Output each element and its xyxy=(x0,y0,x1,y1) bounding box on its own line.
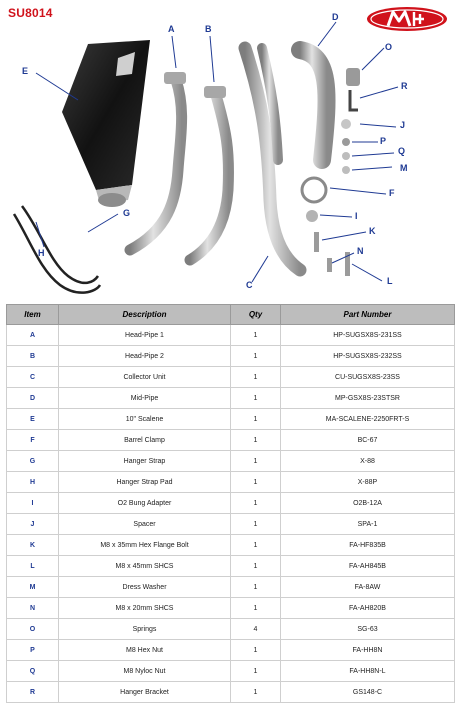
item-qty: 1 xyxy=(231,682,281,703)
item-letter: J xyxy=(7,514,59,535)
item-part-number: X-88 xyxy=(281,451,455,472)
item-description: Hanger Strap xyxy=(59,451,231,472)
item-letter: O xyxy=(7,619,59,640)
item-part-number: BC-67 xyxy=(281,430,455,451)
head-pipes xyxy=(130,80,229,260)
item-description: Spacer xyxy=(59,514,231,535)
item-part-number: X-88P xyxy=(281,472,455,493)
table-row xyxy=(7,535,455,556)
item-description: Head-Pipe 1 xyxy=(59,325,231,346)
callout-j: J xyxy=(400,120,406,130)
item-part-number: HP-SUGSX8S-232SS xyxy=(281,346,455,367)
item-qty: 1 xyxy=(231,367,281,388)
callout-q: Q xyxy=(398,146,406,156)
callout-a: A xyxy=(168,24,175,34)
table-row xyxy=(7,346,455,367)
callout-c: C xyxy=(246,280,253,290)
item-part-number: FA-HH8N-L xyxy=(281,661,455,682)
item-description: Hanger Strap Pad xyxy=(59,472,231,493)
item-description: Springs xyxy=(59,619,231,640)
item-letter: G xyxy=(7,451,59,472)
callout-b: B xyxy=(205,24,212,34)
callout-m: M xyxy=(400,163,408,173)
item-letter: N xyxy=(7,598,59,619)
item-letter: H xyxy=(7,472,59,493)
item-qty: 1 xyxy=(231,661,281,682)
item-qty: 1 xyxy=(231,640,281,661)
item-letter: F xyxy=(7,430,59,451)
table-row xyxy=(7,619,455,640)
table-row xyxy=(7,472,455,493)
item-description: M8 x 35mm Hex Flange Bolt xyxy=(59,535,231,556)
table-row xyxy=(7,661,455,682)
item-letter: E xyxy=(7,409,59,430)
mid-pipe xyxy=(300,50,327,160)
item-qty: 1 xyxy=(231,388,281,409)
item-description: M8 x 45mm SHCS xyxy=(59,556,231,577)
item-letter: K xyxy=(7,535,59,556)
item-part-number: MA-SCALENE-2250FRT-S xyxy=(281,409,455,430)
callout-f: F xyxy=(389,188,395,198)
item-qty: 1 xyxy=(231,325,281,346)
hanger-strap xyxy=(14,206,100,293)
header-qty: Qty xyxy=(231,305,281,325)
item-part-number: FA-8AW xyxy=(281,577,455,598)
callout-g: G xyxy=(123,208,131,218)
item-qty: 1 xyxy=(231,535,281,556)
item-description: Barrel Clamp xyxy=(59,430,231,451)
table-row xyxy=(7,388,455,409)
parts-list-table xyxy=(6,304,455,703)
item-description: O2 Bung Adapter xyxy=(59,493,231,514)
item-description: M8 Hex Nut xyxy=(59,640,231,661)
table-row xyxy=(7,451,455,472)
item-description: Dress Washer xyxy=(59,577,231,598)
item-description: Head-Pipe 2 xyxy=(59,346,231,367)
item-part-number: SPA-1 xyxy=(281,514,455,535)
item-letter: P xyxy=(7,640,59,661)
table-row xyxy=(7,598,455,619)
item-letter: Q xyxy=(7,661,59,682)
item-qty: 1 xyxy=(231,514,281,535)
item-part-number: CU-SUGSX8S-23SS xyxy=(281,367,455,388)
callout-k: K xyxy=(369,226,376,236)
table-row xyxy=(7,325,455,346)
callout-d: D xyxy=(332,12,339,22)
item-letter: A xyxy=(7,325,59,346)
callout-h: H xyxy=(38,248,45,258)
table-row xyxy=(7,682,455,703)
item-description: M8 Nyloc Nut xyxy=(59,661,231,682)
item-letter: B xyxy=(7,346,59,367)
item-letter: M xyxy=(7,577,59,598)
header-item: Item xyxy=(7,305,59,325)
muffler-scalene xyxy=(62,40,150,207)
table-row xyxy=(7,430,455,451)
table-header-row xyxy=(7,305,455,325)
item-description: 10" Scalene xyxy=(59,409,231,430)
item-description: Hanger Bracket xyxy=(59,682,231,703)
header-description: Description xyxy=(59,305,231,325)
item-letter: R xyxy=(7,682,59,703)
table-row xyxy=(7,367,455,388)
item-description: Collector Unit xyxy=(59,367,231,388)
callout-p: P xyxy=(380,136,387,146)
item-letter: I xyxy=(7,493,59,514)
item-qty: 1 xyxy=(231,451,281,472)
table-row xyxy=(7,556,455,577)
table-row xyxy=(7,640,455,661)
header-part-number: Part Number xyxy=(281,305,455,325)
collector-unit xyxy=(245,48,300,270)
item-part-number: HP-SUGSX8S-231SS xyxy=(281,325,455,346)
item-qty: 1 xyxy=(231,430,281,451)
item-description: M8 x 20mm SHCS xyxy=(59,598,231,619)
item-part-number: FA-AH820B xyxy=(281,598,455,619)
item-part-number: MP-GSX8S-23STSR xyxy=(281,388,455,409)
item-qty: 1 xyxy=(231,493,281,514)
item-description: Mid-Pipe xyxy=(59,388,231,409)
table-row xyxy=(7,514,455,535)
item-qty: 1 xyxy=(231,556,281,577)
callout-o: O xyxy=(385,42,393,52)
item-qty: 1 xyxy=(231,472,281,493)
item-part-number: GS148-C xyxy=(281,682,455,703)
item-qty: 4 xyxy=(231,619,281,640)
item-qty: 1 xyxy=(231,346,281,367)
callout-r: R xyxy=(401,81,408,91)
item-part-number: SG-63 xyxy=(281,619,455,640)
item-part-number: FA-HF835B xyxy=(281,535,455,556)
callout-i: I xyxy=(355,211,358,221)
item-part-number: O2B-12A xyxy=(281,493,455,514)
item-part-number: FA-HH8N xyxy=(281,640,455,661)
item-letter: L xyxy=(7,556,59,577)
item-letter: C xyxy=(7,367,59,388)
item-qty: 1 xyxy=(231,577,281,598)
table-row xyxy=(7,493,455,514)
item-qty: 1 xyxy=(231,598,281,619)
callout-l: L xyxy=(387,276,393,286)
callout-e: E xyxy=(22,66,29,76)
callout-n: N xyxy=(357,246,364,256)
item-part-number: FA-AH845B xyxy=(281,556,455,577)
item-letter: D xyxy=(7,388,59,409)
table-row xyxy=(7,577,455,598)
item-qty: 1 xyxy=(231,409,281,430)
product-sku: SU8014 xyxy=(8,6,53,20)
table-row xyxy=(7,409,455,430)
